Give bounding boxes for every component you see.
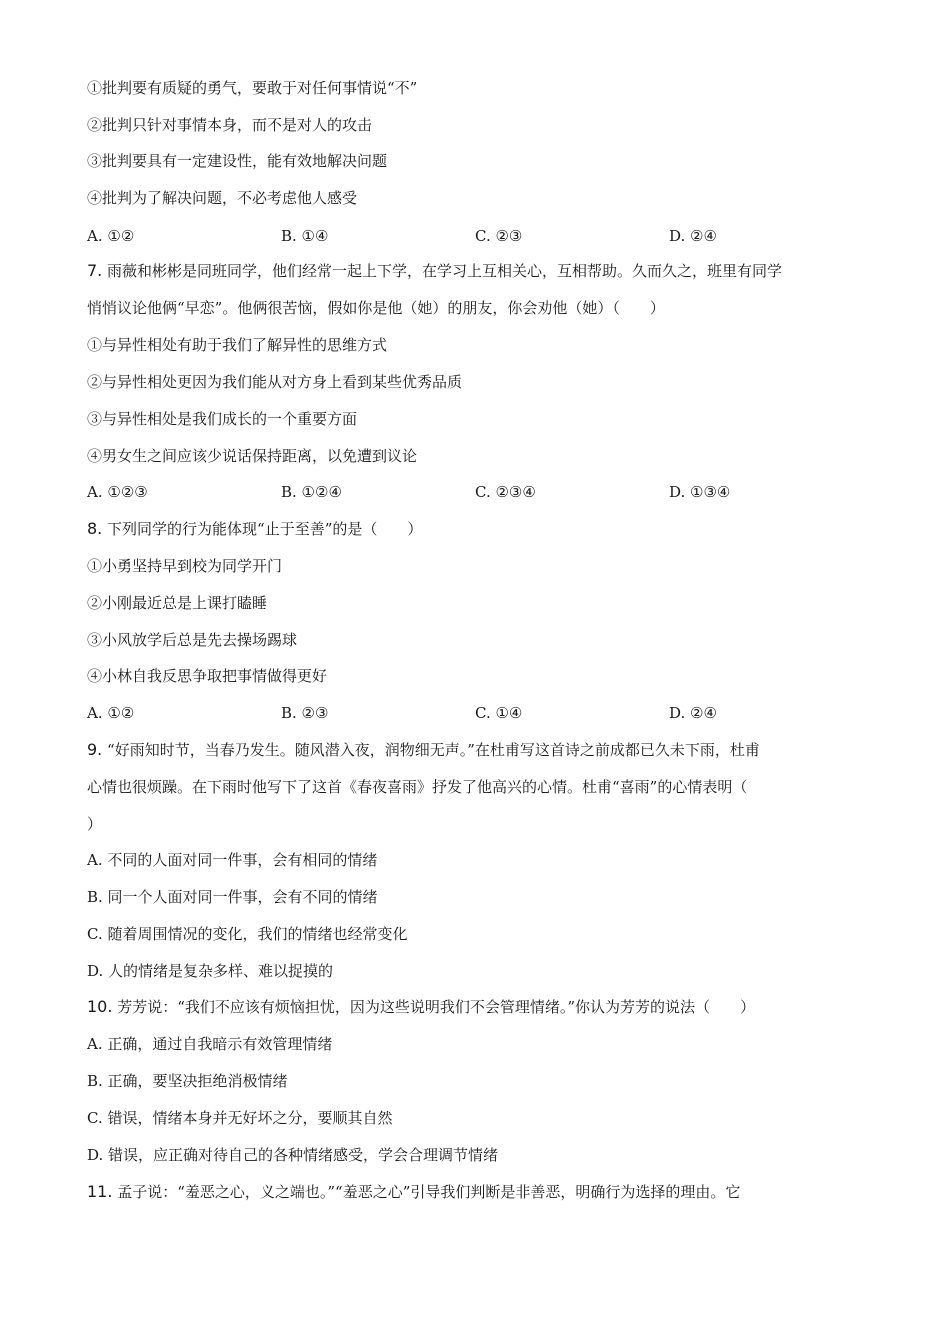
q7-option-d: D. ①③④ — [669, 483, 731, 501]
q9-stem-line-3: ） — [87, 815, 103, 833]
q8-option-b: B. ②③ — [281, 704, 329, 722]
q11-stem-text: 孟子说：“羞恶之心，义之端也。”“羞恶之心”引导我们判断是非善恶，明确行为选择的理由。它 — [112, 1183, 741, 1201]
q9-number: 9. — [87, 740, 103, 759]
q11-stem-line-1 — [87, 1182, 740, 1202]
q8-option-a: A. ①② — [87, 704, 135, 722]
q9-stem-line-1 — [87, 740, 760, 760]
q8-number: 8. — [87, 519, 103, 538]
q8-stem-line-1 — [87, 519, 422, 539]
statement-3: ③批判要具有一定建设性，能有效地解决问题 — [87, 152, 388, 170]
q9-option-a: A. 不同的人面对同一件事，会有相同的情绪 — [87, 851, 378, 869]
q9-option-c: C. 随着周围情况的变化，我们的情绪也经常变化 — [87, 925, 408, 943]
q7-option-b: B. ①②④ — [281, 483, 342, 501]
q10-stem-text: 芳芳说：“我们不应该有烦恼担忧，因为这些说明我们不会管理情绪。”你认为芳芳的说法（ ） — [112, 998, 756, 1016]
q7-option-a: A. ①②③ — [87, 483, 148, 501]
q8-item-3: ③小风放学后总是先去操场踢球 — [87, 631, 298, 649]
q6-option-b: B. ①④ — [281, 227, 329, 245]
statement-4: ④批判为了解决问题，不必考虑他人感受 — [87, 189, 358, 207]
q7-item-2: ②与异性相处更因为我们能从对方身上看到某些优秀品质 — [87, 373, 463, 391]
q9-stem-text: “好雨知时节，当春乃发生。随风潜入夜，润物细无声。”在杜甫写这首诗之前成都已久未下雨，杜甫 — [102, 741, 760, 759]
q7-option-c: C. ②③④ — [475, 483, 536, 501]
q7-item-4: ④男女生之间应该少说话保持距离，以免遭到议论 — [87, 447, 418, 465]
statement-1: ①批判要有质疑的勇气，要敢于对任何事情说“不” — [87, 79, 418, 97]
q10-option-a: A. 正确，通过自我暗示有效管理情绪 — [87, 1035, 333, 1053]
q8-option-c: C. ①④ — [475, 704, 523, 722]
q8-option-d: D. ②④ — [669, 704, 717, 722]
q8-item-4: ④小林自我反思争取把事情做得更好 — [87, 667, 328, 685]
q8-item-1: ①小勇坚持早到校为同学开门 — [87, 557, 283, 575]
q7-item-1: ①与异性相处有助于我们了解异性的思维方式 — [87, 336, 388, 354]
q7-number: 7. — [87, 261, 103, 280]
q7-stem-text: 雨薇和彬彬是同班同学，他们经常一起上下学，在学习上互相关心，互相帮助。久而久之，班里有同学 — [102, 262, 783, 280]
q8-item-2: ②小刚最近总是上课打瞌睡 — [87, 594, 268, 612]
q10-option-c: C. 错误，情绪本身并无好坏之分，要顺其自然 — [87, 1109, 393, 1127]
q9-option-d: D. 人的情绪是复杂多样、难以捉摸的 — [87, 962, 334, 980]
q10-option-b: B. 正确，要坚决拒绝消极情绪 — [87, 1072, 288, 1090]
q7-stem-line-1 — [87, 261, 782, 281]
q10-option-d: D. 错误，应正确对待自己的各种情绪感受，学会合理调节情绪 — [87, 1146, 499, 1164]
q11-number: 11. — [87, 1182, 113, 1201]
q10-stem-line-1 — [87, 997, 755, 1017]
q7-item-3: ③与异性相处是我们成长的一个重要方面 — [87, 410, 358, 428]
q7-stem-line-2: 悄悄议论他俩“早恋”。他俩很苦恼，假如你是他（她）的朋友，你会劝他（她）（ ） — [87, 299, 665, 317]
statement-2: ②批判只针对事情本身，而不是对人的攻击 — [87, 116, 373, 134]
q6-option-d: D. ②④ — [669, 227, 717, 245]
q6-option-a: A. ①② — [87, 227, 135, 245]
q6-option-c: C. ②③ — [475, 227, 523, 245]
q9-stem-line-2: 心情也很烦躁。在下雨时他写下了这首《春夜喜雨》抒发了他高兴的心情。杜甫“喜雨”的心情表明（ — [87, 778, 748, 796]
q9-option-b: B. 同一个人面对同一件事，会有不同的情绪 — [87, 888, 378, 906]
q10-number: 10. — [87, 997, 113, 1016]
q8-stem-text: 下列同学的行为能体现“止于至善”的是（ ） — [102, 520, 423, 538]
